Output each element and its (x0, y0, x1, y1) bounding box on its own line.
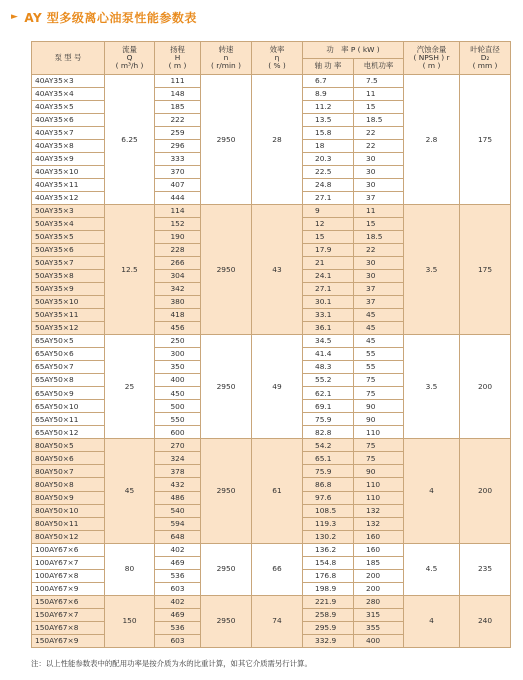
cell-motor-power: 15 (354, 218, 404, 231)
cell-head: 114 (155, 205, 201, 218)
cell-motor-power: 22 (354, 127, 404, 140)
cell-shaft-power: 176.8 (303, 569, 354, 582)
cell-shaft-power: 295.9 (303, 621, 354, 634)
cell-speed: 2950 (201, 335, 252, 439)
cell-model: 80AY50×12 (32, 530, 105, 543)
cell-head: 600 (155, 426, 201, 439)
cell-head: 540 (155, 504, 201, 517)
cell-shaft-power: 221.9 (303, 595, 354, 608)
cell-motor-power: 45 (354, 335, 404, 348)
cell-model: 40AY35×8 (32, 140, 105, 153)
cell-motor-power: 37 (354, 192, 404, 205)
cell-head: 148 (155, 88, 201, 101)
cell-shaft-power: 27.1 (303, 283, 354, 296)
cell-model: 65AY50×10 (32, 400, 105, 413)
triangle-bullet-icon: ► (11, 12, 19, 22)
cell-flow: 12.5 (105, 205, 155, 335)
table-row (32, 595, 511, 608)
cell-efficiency: 74 (252, 595, 303, 647)
cell-head: 304 (155, 270, 201, 283)
cell-flow: 150 (105, 595, 155, 647)
cell-head: 296 (155, 140, 201, 153)
cell-motor-power: 355 (354, 621, 404, 634)
cell-shaft-power: 108.5 (303, 504, 354, 517)
header-head: 扬程 H ( m ) (155, 42, 201, 75)
cell-npsh: 4 (404, 439, 460, 543)
cell-head: 190 (155, 231, 201, 244)
cell-model: 150AY67×8 (32, 621, 105, 634)
page-title (11, 8, 197, 26)
cell-shaft-power: 55.2 (303, 374, 354, 387)
cell-head: 378 (155, 465, 201, 478)
cell-model: 80AY50×10 (32, 504, 105, 517)
cell-shaft-power: 75.9 (303, 465, 354, 478)
cell-model: 100AY67×8 (32, 569, 105, 582)
title-text: AY 型多级离心油泵性能参数表 (24, 10, 197, 25)
cell-model: 50AY35×4 (32, 218, 105, 231)
cell-motor-power: 200 (354, 569, 404, 582)
cell-model: 40AY35×7 (32, 127, 105, 140)
cell-model: 50AY35×8 (32, 270, 105, 283)
cell-shaft-power: 130.2 (303, 530, 354, 543)
cell-head: 370 (155, 166, 201, 179)
cell-head: 536 (155, 569, 201, 582)
cell-impeller-diameter: 235 (460, 543, 511, 595)
cell-head: 536 (155, 621, 201, 634)
cell-speed: 2950 (201, 75, 252, 205)
cell-head: 402 (155, 595, 201, 608)
cell-speed: 2950 (201, 595, 252, 647)
cell-head: 407 (155, 179, 201, 192)
cell-speed: 2950 (201, 543, 252, 595)
cell-model: 40AY35×11 (32, 179, 105, 192)
cell-speed: 2950 (201, 439, 252, 543)
cell-head: 402 (155, 543, 201, 556)
cell-motor-power: 110 (354, 426, 404, 439)
cell-motor-power: 132 (354, 504, 404, 517)
cell-model: 50AY35×7 (32, 257, 105, 270)
cell-npsh: 2.8 (404, 75, 460, 205)
cell-shaft-power: 8.9 (303, 88, 354, 101)
cell-shaft-power: 86.8 (303, 478, 354, 491)
cell-model: 65AY50×6 (32, 348, 105, 361)
table-row (32, 205, 511, 218)
cell-head: 418 (155, 309, 201, 322)
cell-head: 432 (155, 478, 201, 491)
table-header (32, 42, 511, 75)
cell-shaft-power: 34.5 (303, 335, 354, 348)
header-power: 功 率 P ( kW ) (303, 42, 404, 59)
cell-model: 50AY35×9 (32, 283, 105, 296)
cell-model: 65AY50×8 (32, 374, 105, 387)
cell-motor-power: 45 (354, 309, 404, 322)
cell-shaft-power: 6.7 (303, 75, 354, 88)
cell-motor-power: 75 (354, 452, 404, 465)
cell-motor-power: 160 (354, 543, 404, 556)
cell-motor-power: 315 (354, 608, 404, 621)
cell-shaft-power: 198.9 (303, 582, 354, 595)
cell-head: 324 (155, 452, 201, 465)
cell-motor-power: 30 (354, 166, 404, 179)
cell-motor-power: 11 (354, 88, 404, 101)
header-motor-power: 电机功率 (354, 58, 404, 75)
cell-motor-power: 200 (354, 582, 404, 595)
cell-shaft-power: 15 (303, 231, 354, 244)
performance-table (31, 41, 511, 648)
cell-motor-power: 37 (354, 296, 404, 309)
cell-model: 65AY50×11 (32, 413, 105, 426)
cell-model: 50AY35×5 (32, 231, 105, 244)
cell-shaft-power: 33.1 (303, 309, 354, 322)
cell-model: 40AY35×9 (32, 153, 105, 166)
footnote: 注：以上性能参数表中的配用功率是按介质为水的比重计算，如其它介质需另行计算。 (31, 659, 312, 668)
cell-motor-power: 45 (354, 322, 404, 335)
cell-shaft-power: 48.3 (303, 361, 354, 374)
cell-model: 65AY50×5 (32, 335, 105, 348)
cell-model: 40AY35×3 (32, 75, 105, 88)
cell-efficiency: 43 (252, 205, 303, 335)
cell-efficiency: 28 (252, 75, 303, 205)
cell-model: 50AY35×12 (32, 322, 105, 335)
cell-motor-power: 400 (354, 634, 404, 647)
cell-shaft-power: 136.2 (303, 543, 354, 556)
cell-impeller-diameter: 200 (460, 335, 511, 439)
cell-motor-power: 11 (354, 205, 404, 218)
cell-model: 80AY50×8 (32, 478, 105, 491)
cell-head: 222 (155, 114, 201, 127)
cell-model: 150AY67×9 (32, 634, 105, 647)
cell-motor-power: 280 (354, 595, 404, 608)
cell-shaft-power: 36.1 (303, 322, 354, 335)
cell-motor-power: 110 (354, 491, 404, 504)
cell-shaft-power: 54.2 (303, 439, 354, 452)
cell-shaft-power: 69.1 (303, 400, 354, 413)
cell-motor-power: 110 (354, 478, 404, 491)
cell-shaft-power: 154.8 (303, 556, 354, 569)
cell-motor-power: 132 (354, 517, 404, 530)
cell-flow: 80 (105, 543, 155, 595)
header-shaft-power: 轴 功 率 (303, 58, 354, 75)
table-row (32, 335, 511, 348)
cell-npsh: 4.5 (404, 543, 460, 595)
cell-motor-power: 18.5 (354, 231, 404, 244)
cell-shaft-power: 13.5 (303, 114, 354, 127)
cell-model: 65AY50×12 (32, 426, 105, 439)
cell-shaft-power: 24.8 (303, 179, 354, 192)
cell-model: 65AY50×7 (32, 361, 105, 374)
cell-head: 469 (155, 556, 201, 569)
cell-shaft-power: 62.1 (303, 387, 354, 400)
cell-shaft-power: 20.3 (303, 153, 354, 166)
cell-flow: 25 (105, 335, 155, 439)
cell-motor-power: 30 (354, 153, 404, 166)
table-row (32, 439, 511, 452)
cell-model: 100AY67×6 (32, 543, 105, 556)
cell-motor-power: 22 (354, 244, 404, 257)
cell-motor-power: 75 (354, 387, 404, 400)
header-speed: 转速 n ( r/min ) (201, 42, 252, 75)
header-model: 泵 型 号 (32, 42, 105, 75)
cell-head: 469 (155, 608, 201, 621)
cell-motor-power: 22 (354, 140, 404, 153)
cell-shaft-power: 65.1 (303, 452, 354, 465)
cell-motor-power: 90 (354, 400, 404, 413)
cell-model: 80AY50×7 (32, 465, 105, 478)
cell-model: 80AY50×6 (32, 452, 105, 465)
cell-efficiency: 49 (252, 335, 303, 439)
cell-model: 40AY35×5 (32, 101, 105, 114)
cell-model: 65AY50×9 (32, 387, 105, 400)
cell-motor-power: 75 (354, 374, 404, 387)
cell-head: 594 (155, 517, 201, 530)
cell-model: 150AY67×6 (32, 595, 105, 608)
cell-shaft-power: 21 (303, 257, 354, 270)
cell-model: 80AY50×9 (32, 491, 105, 504)
cell-head: 333 (155, 153, 201, 166)
cell-shaft-power: 82.8 (303, 426, 354, 439)
cell-shaft-power: 41.4 (303, 348, 354, 361)
cell-impeller-diameter: 175 (460, 205, 511, 335)
cell-model: 50AY35×6 (32, 244, 105, 257)
cell-motor-power: 30 (354, 179, 404, 192)
cell-model: 40AY35×12 (32, 192, 105, 205)
cell-head: 603 (155, 582, 201, 595)
cell-motor-power: 55 (354, 361, 404, 374)
cell-head: 444 (155, 192, 201, 205)
cell-model: 80AY50×5 (32, 439, 105, 452)
cell-npsh: 4 (404, 595, 460, 647)
cell-motor-power: 75 (354, 439, 404, 452)
cell-head: 185 (155, 101, 201, 114)
cell-shaft-power: 119.3 (303, 517, 354, 530)
cell-motor-power: 90 (354, 413, 404, 426)
cell-motor-power: 15 (354, 101, 404, 114)
cell-model: 100AY67×7 (32, 556, 105, 569)
cell-motor-power: 160 (354, 530, 404, 543)
cell-motor-power: 30 (354, 270, 404, 283)
cell-motor-power: 37 (354, 283, 404, 296)
table-row (32, 75, 511, 88)
cell-shaft-power: 24.1 (303, 270, 354, 283)
cell-impeller-diameter: 175 (460, 75, 511, 205)
cell-head: 111 (155, 75, 201, 88)
cell-motor-power: 18.5 (354, 114, 404, 127)
cell-flow: 45 (105, 439, 155, 543)
cell-head: 228 (155, 244, 201, 257)
cell-head: 152 (155, 218, 201, 231)
cell-npsh: 3.5 (404, 335, 460, 439)
cell-head: 300 (155, 348, 201, 361)
header-flow: 流量 Q ( m³/h ) (105, 42, 155, 75)
header-efficiency: 效率 η ( % ) (252, 42, 303, 75)
cell-shaft-power: 97.6 (303, 491, 354, 504)
cell-head: 259 (155, 127, 201, 140)
cell-head: 550 (155, 413, 201, 426)
cell-shaft-power: 258.9 (303, 608, 354, 621)
cell-head: 342 (155, 283, 201, 296)
cell-efficiency: 61 (252, 439, 303, 543)
cell-shaft-power: 18 (303, 140, 354, 153)
cell-impeller-diameter: 240 (460, 595, 511, 647)
cell-head: 500 (155, 400, 201, 413)
cell-shaft-power: 15.8 (303, 127, 354, 140)
cell-model: 100AY67×9 (32, 582, 105, 595)
cell-shaft-power: 17.9 (303, 244, 354, 257)
header-npsh: 汽蚀余量 ( NPSH ) r ( m ) (404, 42, 460, 75)
cell-shaft-power: 75.9 (303, 413, 354, 426)
cell-motor-power: 55 (354, 348, 404, 361)
cell-model: 40AY35×6 (32, 114, 105, 127)
table-body (32, 75, 511, 648)
cell-shaft-power: 9 (303, 205, 354, 218)
cell-head: 648 (155, 530, 201, 543)
cell-flow: 6.25 (105, 75, 155, 205)
cell-shaft-power: 332.9 (303, 634, 354, 647)
header-impeller-diameter: 叶轮直径 D₂ ( mm ) (460, 42, 511, 75)
cell-efficiency: 66 (252, 543, 303, 595)
cell-npsh: 3.5 (404, 205, 460, 335)
table-row (32, 543, 511, 556)
cell-head: 450 (155, 387, 201, 400)
cell-motor-power: 185 (354, 556, 404, 569)
cell-model: 50AY35×11 (32, 309, 105, 322)
cell-shaft-power: 11.2 (303, 101, 354, 114)
cell-head: 270 (155, 439, 201, 452)
cell-model: 80AY50×11 (32, 517, 105, 530)
cell-motor-power: 7.5 (354, 75, 404, 88)
cell-head: 400 (155, 374, 201, 387)
cell-model: 50AY35×3 (32, 205, 105, 218)
cell-motor-power: 30 (354, 257, 404, 270)
cell-head: 250 (155, 335, 201, 348)
cell-speed: 2950 (201, 205, 252, 335)
cell-impeller-diameter: 200 (460, 439, 511, 543)
cell-head: 266 (155, 257, 201, 270)
cell-head: 380 (155, 296, 201, 309)
cell-head: 456 (155, 322, 201, 335)
cell-model: 150AY67×7 (32, 608, 105, 621)
cell-motor-power: 90 (354, 465, 404, 478)
cell-model: 50AY35×10 (32, 296, 105, 309)
cell-model: 40AY35×10 (32, 166, 105, 179)
cell-shaft-power: 12 (303, 218, 354, 231)
cell-shaft-power: 30.1 (303, 296, 354, 309)
cell-head: 603 (155, 634, 201, 647)
cell-model: 40AY35×4 (32, 88, 105, 101)
cell-head: 350 (155, 361, 201, 374)
cell-head: 486 (155, 491, 201, 504)
cell-shaft-power: 22.5 (303, 166, 354, 179)
cell-shaft-power: 27.1 (303, 192, 354, 205)
